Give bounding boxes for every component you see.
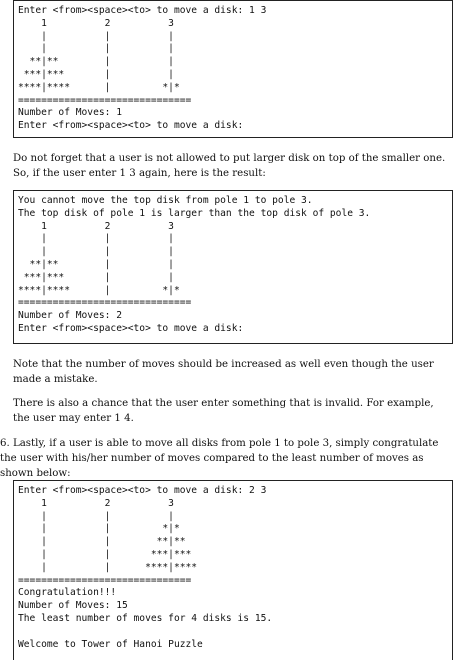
console-text-congratulation: Enter <from><space><to> to move a disk: 2 3 1 2 3 | | | | | *|* | | **|** | | ***|*** | | ****|**** ============================== Congratulation!!! Number of Moves: 15 The least number of moves for 4 disks is 15. Welcome to Tower of Hanoi Puzzle (18, 485, 273, 650)
console-output-invalid-move (13, 190, 453, 344)
console-text-invalid-move: You cannot move the top disk from pole 1 to pole 3. The top disk of pole 1 is larger than the top disk of pole 3. 1 2 3 | | | | | | **|** | | ***|*** | | ****|**** | *|* ============================== Number of Moves: 2 Enter <from><space><to> to move a disk: (18, 195, 371, 334)
note-paragraph-invalid-input: There is also a chance that the user enter something that is invalid. For example, the user may enter 1 4. (13, 398, 434, 424)
instruction-paragraph-larger-disk: Do not forget that a user is not allowed to put larger disk on top of the smaller one. So, if the user enter 1 3 again, here is the result: (13, 153, 446, 179)
console-text-move-1: Enter <from><space><to> to move a disk: 1 3 1 2 3 | | | | | | **|** | | ***|*** | | ****|**** | *|* ============================== Number of Moves: 1 Enter <from><space><to> to move a disk: (18, 5, 267, 132)
step-6-paragraph: 6. Lastly, if a user is able to move all disks from pole 1 to pole 3, simply congratulate the user with his/her number of moves compared to the least number of moves as shown below: (0, 438, 439, 479)
console-output-move-1 (13, 0, 453, 138)
note-paragraph-move-count: Note that the number of moves should be increased as well even though the user made a mistake. (13, 359, 434, 385)
console-output-congratulation (13, 480, 453, 660)
